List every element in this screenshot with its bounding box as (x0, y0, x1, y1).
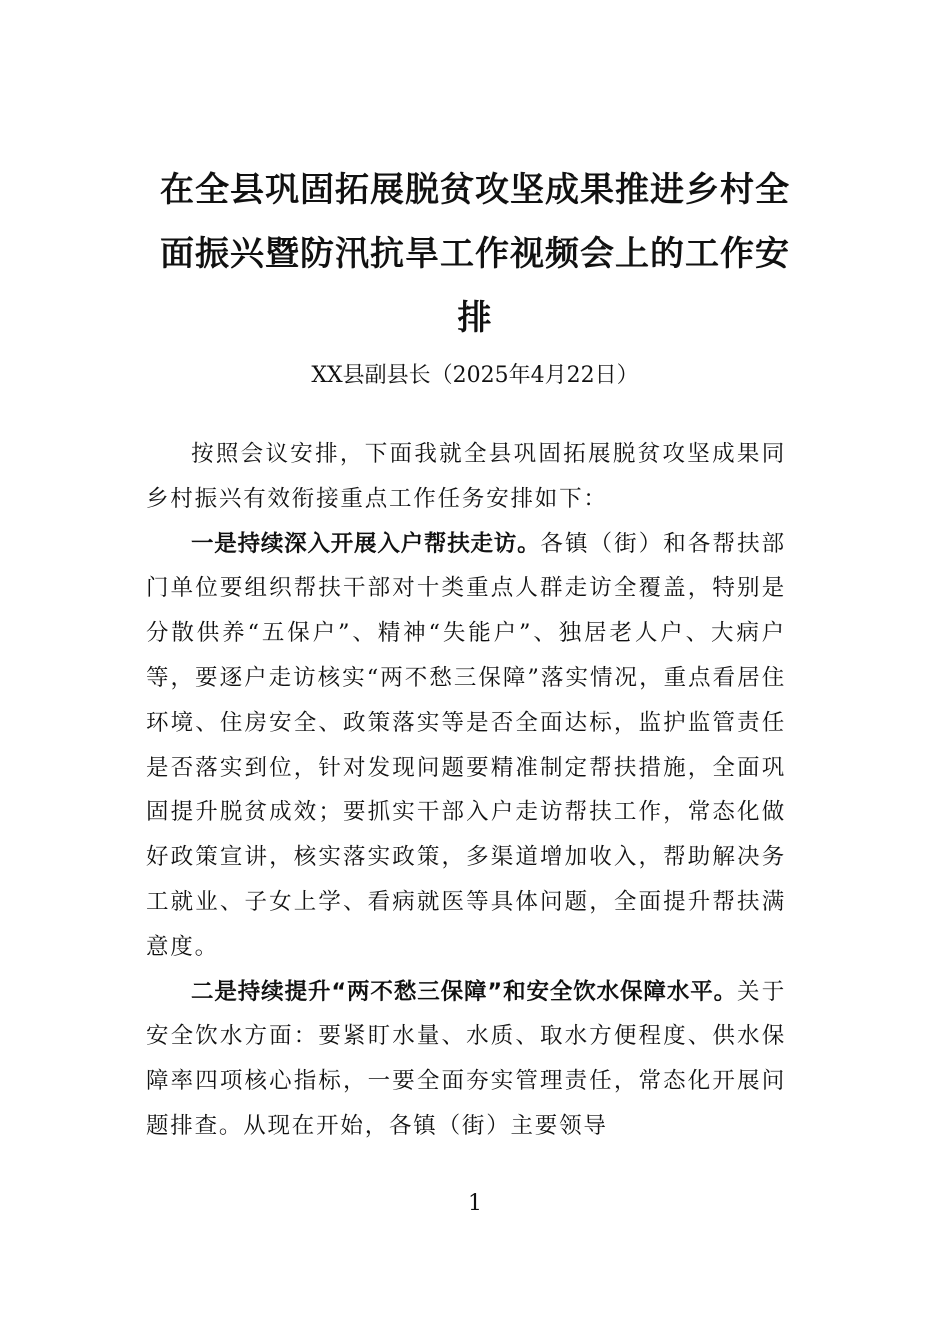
paragraph-intro (146, 432, 786, 522)
page-number: 1 (468, 1191, 482, 1216)
paragraph-item-1-lead: 一是持续深入开展入户帮扶走访。 (191, 530, 541, 557)
paragraph-item-2-lead: 二是持续提升“两不愁三保障”和安全饮水保障水平。 (191, 978, 737, 1005)
document-body (146, 432, 786, 1149)
document-subtitle: XX县副县长（2025年4月22日） (311, 363, 639, 388)
paragraph-item-1 (146, 522, 786, 970)
paragraph-item-1-text: 各镇（街）和各帮扶部门单位要组织帮扶干部对十类重点人群走访全覆盖，特别是分散供养“五保户”、精神“失能户”、独居老人户、大病户等，要逐户走访核实“两不愁三保障”落实情况，重点看居住环境、住房安全、政策落实等是否全面达标，监护监管责任是否落实到位，针对发现问题要精准制定帮扶措施，全面巩固提升脱贫成效；要抓实干部入户走访帮扶工作，常态化做好政策宣讲，核实落实政策，多渠道增加收入，帮助解决务工就业、子女上学、看病就医等具体问题，全面提升帮扶满意度。 (146, 530, 786, 960)
paragraph-item-2 (146, 970, 786, 1149)
document-title: 在全县巩固拓展脱贫攻坚成果推进乡村全面振兴暨防汛抗旱工作视频会上的工作安排 (160, 170, 790, 338)
paragraph-intro-text: 按照会议安排，下面我就全县巩固拓展脱贫攻坚成果同乡村振兴有效衔接重点工作任务安排如下： (146, 441, 786, 512)
paragraph-item-2-text: 关于安全饮水方面：要紧盯水量、水质、取水方便程度、供水保障率四项核心指标，一要全面夯实管理责任，常态化开展问题排查。从现在开始，各镇（街）主要领导 (146, 978, 786, 1139)
